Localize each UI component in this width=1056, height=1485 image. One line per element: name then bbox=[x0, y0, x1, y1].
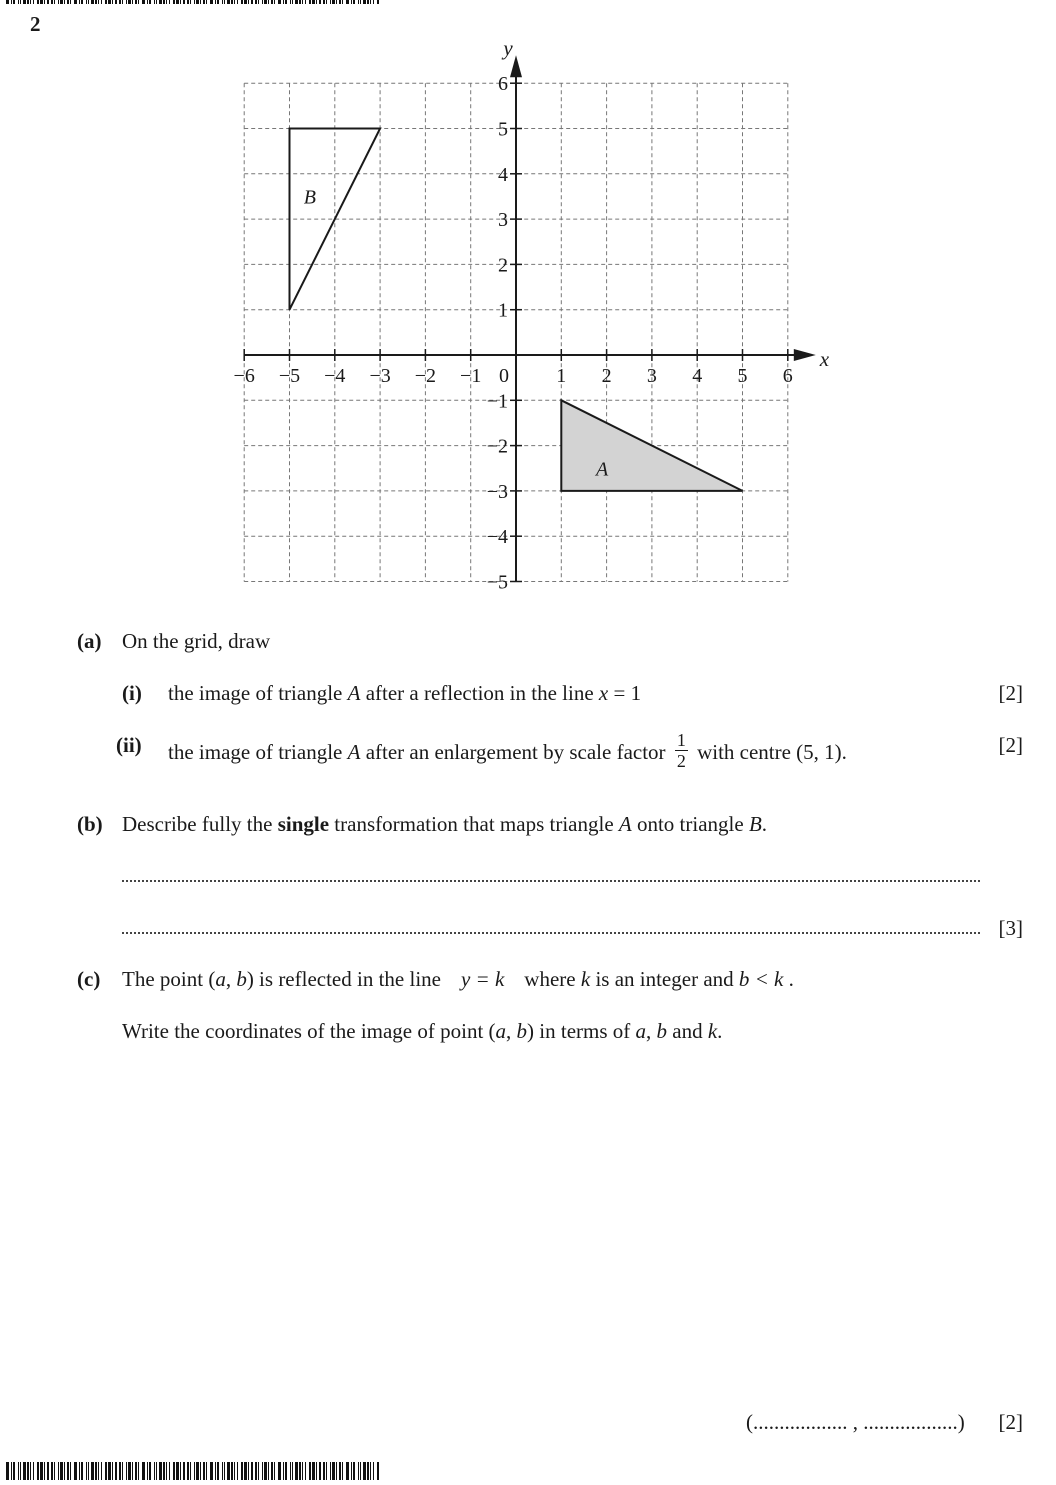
barcode-bar bbox=[332, 1462, 335, 1480]
barcode-bar bbox=[203, 1462, 205, 1480]
barcode-bar bbox=[302, 1462, 303, 1480]
barcode-bar bbox=[200, 1462, 201, 1480]
barcode-bar bbox=[142, 1462, 145, 1480]
x-tick-label: 5 bbox=[737, 365, 748, 387]
barcode-bar bbox=[98, 1462, 99, 1480]
question-c-line-2: Write the coordinates of the image of point (a, b) in terms of a, b and k. bbox=[122, 1019, 723, 1043]
barcode-bar bbox=[74, 1462, 77, 1480]
y-tick-label: −5 bbox=[486, 571, 508, 594]
question-a-text: On the grid, draw bbox=[122, 629, 271, 653]
barcode-bar bbox=[339, 1462, 341, 1480]
barcode-bar bbox=[319, 1462, 321, 1480]
barcode-bar bbox=[126, 1462, 127, 1480]
barcode-bar bbox=[346, 1462, 349, 1480]
barcode-bar bbox=[295, 1462, 298, 1480]
barcode-bar bbox=[224, 1462, 225, 1480]
barcode-bar bbox=[342, 1462, 343, 1480]
x-tick-label: −1 bbox=[460, 365, 482, 387]
barcode-bar bbox=[101, 1462, 102, 1480]
barcode-bar bbox=[241, 1462, 243, 1480]
page-number: 2 bbox=[30, 12, 41, 36]
barcode-bar bbox=[95, 1462, 97, 1480]
question-c-label: (c) bbox=[77, 967, 101, 991]
barcode-bar bbox=[367, 1462, 369, 1480]
barcode-bar bbox=[353, 1462, 355, 1480]
y-tick-label: 1 bbox=[498, 299, 508, 322]
barcode-bar bbox=[149, 1462, 151, 1480]
barcode-bar bbox=[292, 1462, 293, 1480]
barcode-bar bbox=[258, 1462, 259, 1480]
x-tick-label: −3 bbox=[369, 365, 391, 387]
barcode-bar bbox=[132, 1462, 133, 1480]
barcode-bar bbox=[60, 1462, 63, 1480]
question-a-ii-text: the image of triangle A after an enlargement by scale factor $\frac{1}{2}$ with centre (5, 1). bbox=[168, 730, 847, 771]
origin-label: 0 bbox=[499, 365, 509, 387]
barcode-bar bbox=[251, 1462, 253, 1480]
barcode-bar bbox=[54, 1462, 55, 1480]
barcode-bar bbox=[351, 1462, 352, 1480]
y-tick-label: −1 bbox=[486, 390, 508, 413]
barcode-bar bbox=[64, 1462, 65, 1480]
barcode-bar bbox=[105, 1462, 107, 1480]
barcode-bar bbox=[51, 1462, 53, 1480]
barcode-bar bbox=[217, 1462, 219, 1480]
barcode-bar bbox=[40, 1462, 43, 1480]
barcode-bar bbox=[187, 1462, 189, 1480]
coordinate-grid bbox=[0, 0, 1056, 600]
barcode-bar bbox=[20, 1462, 21, 1480]
triangle-b-label: B bbox=[303, 186, 316, 209]
barcode-bar bbox=[222, 1462, 223, 1480]
barcode-bar bbox=[119, 1462, 121, 1480]
barcode-bar bbox=[377, 1462, 379, 1480]
question-b-marks: [3] bbox=[998, 916, 1023, 940]
barcode-bar bbox=[58, 1462, 59, 1480]
x-tick-label: −2 bbox=[414, 365, 437, 387]
x-tick-label: 2 bbox=[601, 365, 612, 387]
question-a-i-label: (i) bbox=[122, 681, 142, 705]
barcode-bar bbox=[299, 1462, 301, 1480]
barcode-bar bbox=[271, 1462, 273, 1480]
barcode-bar bbox=[47, 1462, 49, 1480]
barcode-bar bbox=[244, 1462, 247, 1480]
barcode-bar bbox=[180, 1462, 181, 1480]
question-a-i-marks: [2] bbox=[998, 681, 1023, 705]
barcode-bar bbox=[173, 1462, 175, 1480]
barcode-bar bbox=[290, 1462, 291, 1480]
barcode-bar bbox=[27, 1462, 29, 1480]
barcode-bar bbox=[237, 1462, 238, 1480]
y-tick-label: 5 bbox=[498, 118, 508, 141]
barcode-bar bbox=[156, 1462, 157, 1480]
x-tick-label: −4 bbox=[324, 365, 346, 387]
barcode-bar bbox=[255, 1462, 257, 1480]
barcode-bar bbox=[33, 1462, 34, 1480]
barcode-bar bbox=[138, 1462, 139, 1480]
barcode-bar bbox=[262, 1462, 263, 1480]
barcode-bar bbox=[363, 1462, 366, 1480]
barcode-bar bbox=[210, 1462, 213, 1480]
barcode-bar bbox=[373, 1462, 374, 1480]
barcode-bar bbox=[278, 1462, 281, 1480]
barcode-bar bbox=[30, 1462, 31, 1480]
barcode-bar bbox=[169, 1462, 170, 1480]
y-tick-label: −3 bbox=[486, 480, 508, 503]
barcode-bar bbox=[227, 1462, 230, 1480]
barcode-bar bbox=[115, 1462, 117, 1480]
barcode-bar bbox=[283, 1462, 284, 1480]
barcode-bar bbox=[128, 1462, 131, 1480]
barcode-bar bbox=[6, 1462, 9, 1480]
barcode-bar bbox=[248, 1462, 249, 1480]
barcode-bar bbox=[190, 1462, 191, 1480]
barcode-bar bbox=[206, 1462, 207, 1480]
barcode-bar bbox=[81, 1462, 83, 1480]
barcode-bar bbox=[326, 1462, 327, 1480]
barcode-bar bbox=[122, 1462, 123, 1480]
question-a-label: (a) bbox=[77, 629, 102, 653]
y-axis-label: y bbox=[503, 36, 513, 61]
barcode-bar bbox=[336, 1462, 337, 1480]
barcode-bar bbox=[305, 1462, 306, 1480]
barcode-bar bbox=[312, 1462, 315, 1480]
barcode-bar bbox=[86, 1462, 87, 1480]
y-tick-label: −4 bbox=[486, 526, 508, 549]
barcode-bar bbox=[274, 1462, 275, 1480]
barcode-bar bbox=[91, 1462, 94, 1480]
barcode-bar bbox=[166, 1462, 167, 1480]
scale-factor-fraction: $\frac{1}{2}$ bbox=[676, 730, 686, 771]
barcode-bar bbox=[264, 1462, 267, 1480]
y-tick-label: 2 bbox=[498, 254, 508, 277]
bottom-barcode bbox=[6, 1462, 380, 1480]
question-c-line-1: The point (a, b) is reflected in the line y = k where k is an integer and b < k . bbox=[122, 967, 794, 991]
barcode-bar bbox=[135, 1462, 137, 1480]
x-tick-label: 6 bbox=[782, 365, 793, 387]
barcode-bar bbox=[194, 1462, 195, 1480]
x-tick-label: 1 bbox=[556, 365, 567, 387]
barcode-bar bbox=[360, 1462, 361, 1480]
barcode-bar bbox=[67, 1462, 69, 1480]
barcode-bar bbox=[88, 1462, 89, 1480]
barcode-bar bbox=[112, 1462, 113, 1480]
x-tick-label: 4 bbox=[692, 365, 703, 387]
barcode-bar bbox=[231, 1462, 233, 1480]
barcode-bar bbox=[316, 1462, 317, 1480]
question-b-text: Describe fully the single transformation that maps triangle A onto triangle B. bbox=[122, 812, 768, 836]
barcode-bar bbox=[37, 1462, 39, 1480]
x-tick-label: −5 bbox=[278, 365, 301, 387]
question-b-label: (b) bbox=[77, 812, 103, 836]
barcode-bar bbox=[154, 1462, 155, 1480]
barcode-bar bbox=[176, 1462, 179, 1480]
question-c-answer-space[interactable]: (.................. , ..................) bbox=[746, 1410, 965, 1434]
barcode-bar bbox=[159, 1462, 162, 1480]
barcode-bar bbox=[268, 1462, 269, 1480]
y-tick-label: 6 bbox=[498, 73, 508, 96]
triangle-a-label: A bbox=[595, 458, 609, 481]
barcode-bar bbox=[183, 1462, 185, 1480]
y-tick-label: 4 bbox=[498, 163, 508, 186]
barcode-bar bbox=[215, 1462, 216, 1480]
x-axis-arrow bbox=[794, 349, 816, 361]
barcode-bar bbox=[196, 1462, 199, 1480]
barcode-bar bbox=[285, 1462, 287, 1480]
answer-line-b-1[interactable] bbox=[122, 880, 980, 882]
barcode-bar bbox=[108, 1462, 111, 1480]
answer-line-b-2[interactable] bbox=[122, 932, 980, 934]
barcode-bar bbox=[163, 1462, 165, 1480]
question-a-ii-marks: [2] bbox=[998, 733, 1023, 757]
barcode-bar bbox=[11, 1462, 12, 1480]
x-axis-label: x bbox=[819, 347, 830, 371]
barcode-bar bbox=[70, 1462, 71, 1480]
barcode-bar bbox=[309, 1462, 311, 1480]
barcode-bar bbox=[147, 1462, 148, 1480]
barcode-bar bbox=[13, 1462, 15, 1480]
barcode-bar bbox=[370, 1462, 371, 1480]
barcode-bar bbox=[330, 1462, 331, 1480]
x-tick-label: −6 bbox=[233, 365, 255, 387]
barcode-bar bbox=[234, 1462, 235, 1480]
barcode-bar bbox=[18, 1462, 19, 1480]
barcode-bar bbox=[323, 1462, 325, 1480]
question-c-marks: [2] bbox=[998, 1410, 1023, 1434]
y-tick-label: 3 bbox=[498, 209, 508, 232]
barcode-bar bbox=[44, 1462, 45, 1480]
barcode-bar bbox=[23, 1462, 26, 1480]
y-tick-label: −2 bbox=[486, 435, 508, 458]
barcode-bar bbox=[358, 1462, 359, 1480]
barcode-bar bbox=[79, 1462, 80, 1480]
question-a-ii-label: (ii) bbox=[116, 733, 142, 757]
x-tick-label: 3 bbox=[646, 365, 657, 387]
question-a-i-text: the image of triangle A after a reflection in the line x = 1 bbox=[168, 681, 642, 705]
